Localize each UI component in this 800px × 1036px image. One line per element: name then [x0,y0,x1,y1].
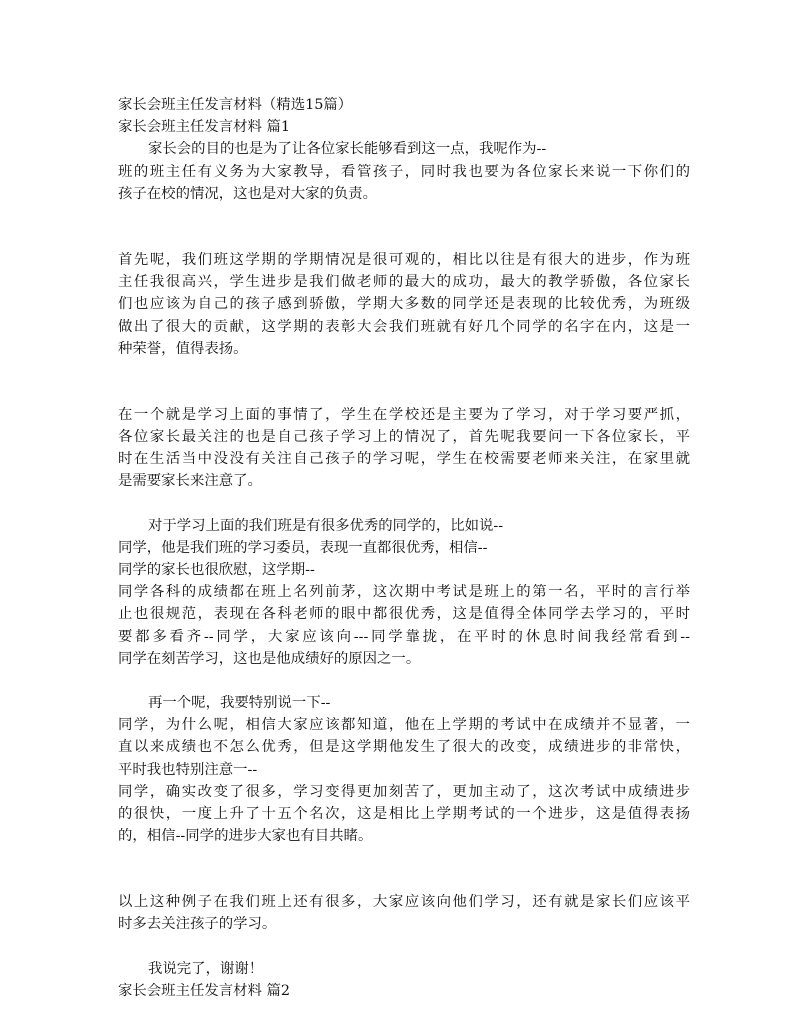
document-title: 家长会班主任发言材料（精选15篇） [118,97,353,113]
paragraph-5-line: 同学，确实改变了很多，学习变得更加刻苦了，更加主动了，这次考试中成绩进步 [118,783,690,800]
paragraph-3-line: 时在生活当中没没有关注自己孩子的学习呢，学生在校需要老师来关注，在家里就 [118,451,690,468]
paragraph-1-line: 孩子在校的情况，这也是对大家的负责。 [118,185,378,202]
paragraph-3-line: 各位家长最关注的也是自己孩子学习上的情况了，首先呢我要问一下各位家长，平 [118,429,690,446]
paragraph-4-line: 同学各科的成绩都在班上名列前茅，这次期中考试是班上的第一名，平时的言行举 [118,584,690,601]
section-heading-1: 家长会班主任发言材料 篇1 [118,119,291,136]
paragraph-2-line: 做出了很大的贡献，这学期的表彰大会我们班就有好几个同学的名字在内，这是一 [118,318,690,335]
paragraph-4-line: 同学在刻苦学习，这也是他成绩好的原因之一。 [118,650,421,667]
paragraph-4-line: 同学，他是我们班的学习委员，表现一直都很优秀，相信-- [118,539,488,556]
paragraph-6-line: 时多去关注孩子的学习。 [118,916,277,933]
paragraph-5-line: 再一个呢，我要特别说一下-- [148,694,331,711]
paragraph-6-line: 以上这种例子在我们班上还有很多，大家应该向他们学习，还有就是家长们应该平 [118,894,690,911]
section-heading-2: 家长会班主任发言材料 篇2 [118,982,291,999]
paragraph-4-line: 止也很规范，表现在各科老师的眼中都很优秀，这是值得全体同学去学习的，平时 [118,606,690,623]
closing-remark: 我说完了，谢谢！ [148,960,264,977]
paragraph-2-line: 们也应该为自己的孩子感到骄傲，学期大多数的同学还是表现的比较优秀，为班级 [118,296,690,313]
paragraph-5-line: 的，相信--同学的进步大家也有目共睹。 [118,828,373,845]
paragraph-3-line: 在一个就是学习上面的事情了，学生在学校还是主要为了学习，对于学习要严抓， [118,406,690,423]
paragraph-4-line: 同学的家长也很欣慰，这学期-- [118,562,315,578]
paragraph-4-line: 对于学习上面的我们班是有很多优秀的同学的，比如说-- [148,517,504,534]
paragraph-1-line: 家长会的目的也是为了让各位家长能够看到这一点，我呢作为-- [148,141,547,158]
paragraph-5-line: 直以来成绩也不怎么优秀，但是这学期他发生了很大的改变，成绩进步的非常快， [118,739,690,756]
paragraph-4-line: 要都多看齐--同学，大家应该向---同学靠拢，在平时的休息时间我经常看到-- [118,628,690,645]
paragraph-1-line: 班的班主任有义务为大家教导，看管孩子，同时我也要为各位家长来说一下你们的 [118,163,690,180]
paragraph-2-line: 种荣誉，值得表扬。 [118,340,248,357]
paragraph-5-line: 的很快，一度上升了十五个名次，这是相比上学期考试的一个进步，这是值得表扬 [118,805,690,822]
paragraph-5-line: 同学，为什么呢，相信大家应该都知道，他在上学期的考试中在成绩并不显著，一 [118,717,690,734]
paragraph-5-line: 平时我也特别注意一-- [118,761,258,778]
paragraph-2-line: 首先呢，我们班这学期的学期情况是很可观的，相比以往是有很大的进步，作为班 [118,251,690,268]
paragraph-2-line: 主任我很高兴，学生进步是我们做老师的最大的成功，最大的教学骄傲，各位家长 [118,274,690,291]
document-page [118,94,690,1002]
paragraph-3-line: 是需要家长来注意了。 [118,473,262,490]
